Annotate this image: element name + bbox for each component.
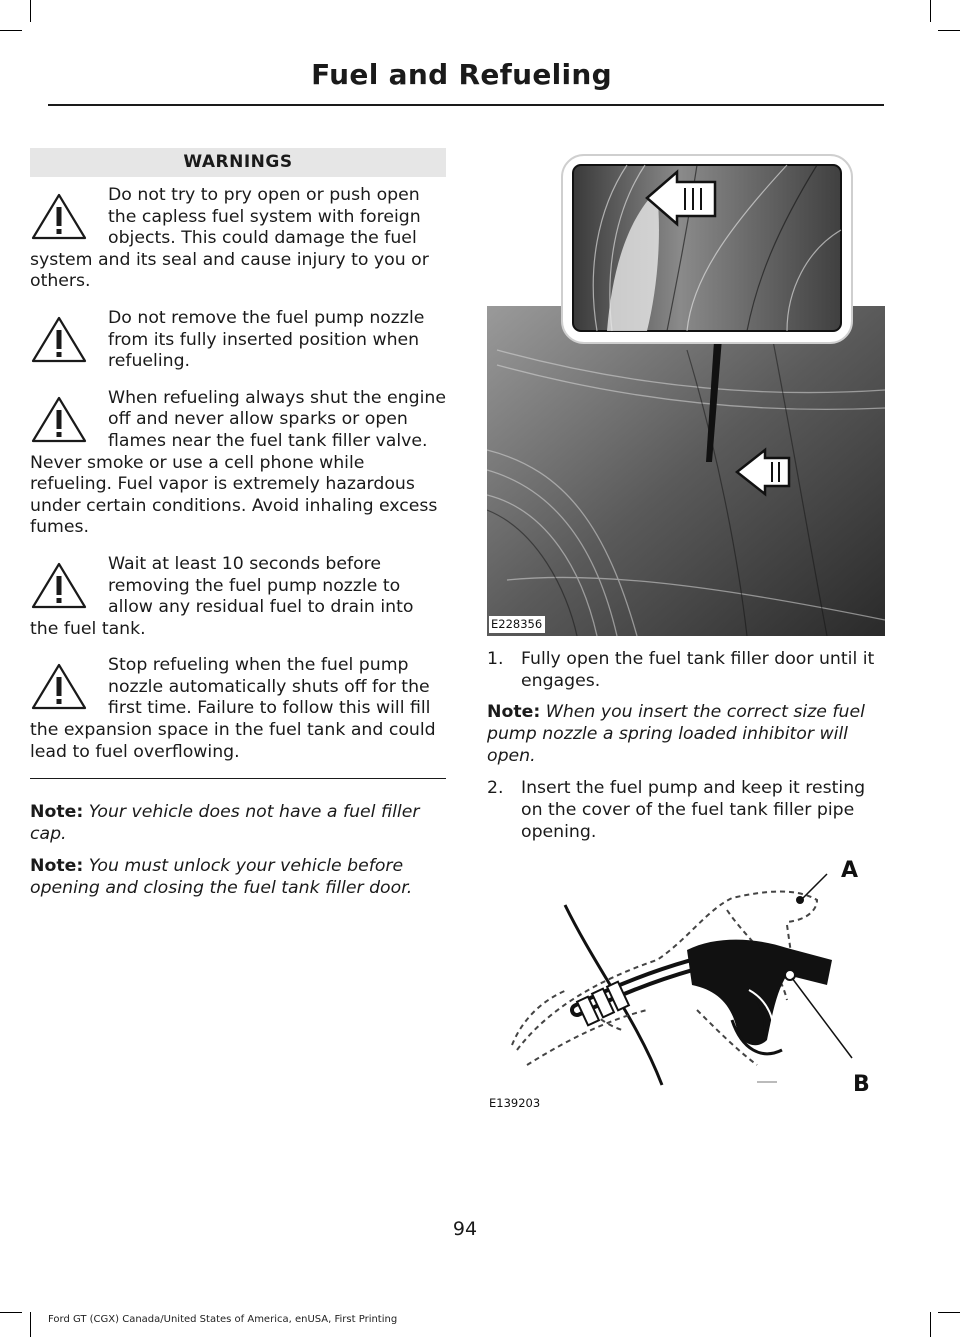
crop-mark bbox=[930, 1312, 931, 1337]
warning-triangle-icon bbox=[30, 314, 88, 364]
note-text: Your vehicle does not have a fuel filler cap. bbox=[30, 802, 420, 845]
warning-triangle-icon bbox=[30, 560, 88, 610]
note bbox=[30, 855, 446, 899]
right-column bbox=[487, 648, 885, 852]
left-column bbox=[30, 148, 446, 909]
warning-text: Stop refueling when the fuel pump nozzle automatically shuts off for the first time. Failure to follow this will fill the expansion space in the fuel tank and could lead to fuel overflowing. bbox=[30, 655, 436, 762]
warnings-heading: WARNINGS bbox=[30, 148, 446, 177]
page-number: 94 bbox=[452, 1218, 478, 1240]
note-text: When you insert the correct size fuel pump nozzle a spring loaded inhibitor will open. bbox=[487, 702, 865, 766]
callout-label-a: A bbox=[841, 858, 859, 883]
fuel-filler-door-figure bbox=[487, 150, 885, 636]
crop-mark bbox=[0, 1312, 22, 1313]
crop-mark bbox=[938, 30, 960, 31]
warning-item bbox=[30, 308, 446, 373]
warning-text: Do not try to pry open or push open the capless fuel system with foreign objects. This could damage the fuel system and its seal and cause injury to you or others. bbox=[30, 185, 429, 292]
crop-mark bbox=[930, 0, 931, 22]
warning-text: When refueling always shut the engine off and never allow sparks or open flames near the fuel tank filler valve. Never smoke or use a cell phone while refueling. Fuel vapor is extremely hazardous under certain conditions. Avoid inhaling excess fumes. bbox=[30, 387, 446, 538]
crop-mark bbox=[938, 1312, 960, 1313]
warning-triangle-icon bbox=[30, 661, 88, 711]
header-rule bbox=[48, 104, 884, 106]
crop-mark bbox=[30, 1312, 31, 1337]
warning-item bbox=[30, 655, 446, 763]
fuel-nozzle-illustration bbox=[487, 850, 885, 1116]
warnings-end-rule bbox=[30, 778, 446, 779]
footer-text: Ford GT (CGX) Canada/United States of America, enUSA, First Printing bbox=[48, 1314, 398, 1325]
warning-item bbox=[30, 388, 446, 539]
note bbox=[30, 801, 446, 845]
note-text: You must unlock your vehicle before opening and closing the fuel tank filler door. bbox=[30, 856, 413, 899]
step-item bbox=[487, 777, 885, 843]
warning-text: Wait at least 10 seconds before removing the fuel pump nozzle to allow any residual fuel to drain into the fuel tank. bbox=[30, 553, 414, 639]
warning-item bbox=[30, 554, 446, 640]
step-text: Insert the fuel pump and keep it resting on the cover of the fuel tank filler pipe opening. bbox=[521, 778, 866, 842]
figure-id: E139203 bbox=[489, 1096, 541, 1110]
note-label: Note: bbox=[487, 702, 541, 722]
warning-triangle-icon bbox=[30, 191, 88, 241]
page-title: Fuel and Refueling bbox=[311, 58, 612, 91]
warning-text: Do not remove the fuel pump nozzle from its fully inserted position when refueling. bbox=[108, 307, 425, 372]
fuel-nozzle-figure bbox=[487, 850, 885, 1116]
figure-id: E228356 bbox=[491, 617, 543, 631]
crop-mark bbox=[0, 30, 22, 31]
note-label: Note: bbox=[30, 802, 84, 823]
note-label: Note: bbox=[30, 856, 84, 877]
fuel-filler-door-illustration bbox=[487, 150, 885, 636]
note bbox=[487, 701, 885, 767]
crop-mark bbox=[30, 0, 31, 22]
step-number: 1. bbox=[487, 649, 504, 669]
warning-item bbox=[30, 185, 446, 293]
step-item bbox=[487, 648, 885, 692]
warning-triangle-icon bbox=[30, 394, 88, 444]
step-text: Fully open the fuel tank filler door until it engages. bbox=[521, 649, 875, 691]
callout-label-b: B bbox=[853, 1072, 870, 1097]
step-number: 2. bbox=[487, 778, 504, 798]
